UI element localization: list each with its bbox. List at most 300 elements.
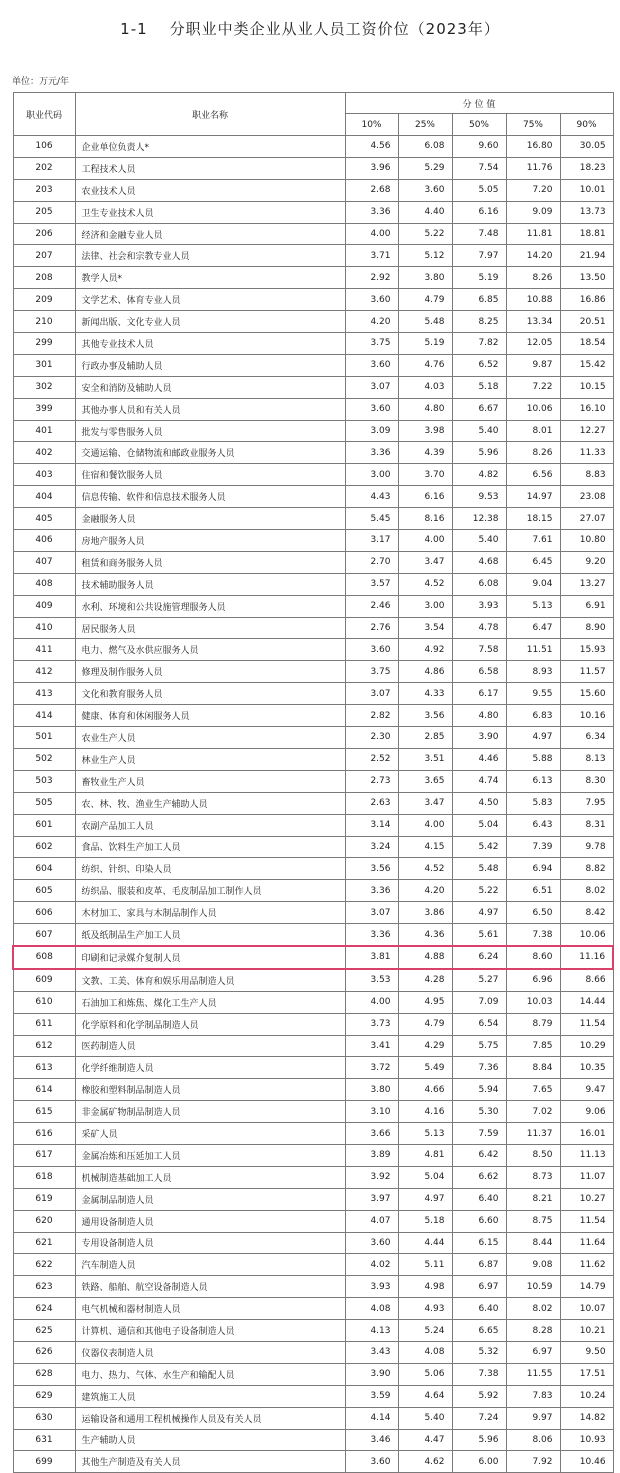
cell-name: 修理及制作服务人员 — [75, 661, 345, 683]
cell-p50: 6.60 — [452, 1210, 506, 1232]
cell-p10: 3.71 — [345, 245, 398, 267]
cell-p25: 5.49 — [398, 1057, 452, 1079]
cell-p25: 3.54 — [398, 617, 452, 639]
cell-code: 207 — [13, 245, 75, 267]
cell-p75: 11.37 — [506, 1123, 560, 1145]
cell-p10: 2.70 — [345, 551, 398, 573]
cell-name: 工程技术人员 — [75, 157, 345, 179]
cell-p10: 2.92 — [345, 267, 398, 289]
cell-p50: 4.82 — [452, 464, 506, 486]
cell-p10: 3.14 — [345, 814, 398, 836]
cell-p75: 8.73 — [506, 1166, 560, 1188]
cell-p75: 4.97 — [506, 727, 560, 749]
cell-p10: 2.30 — [345, 727, 398, 749]
cell-p10: 3.60 — [345, 1232, 398, 1254]
cell-p25: 4.92 — [398, 639, 452, 661]
table-row — [13, 991, 613, 1013]
cell-name: 电气机械和器材制造人员 — [75, 1298, 345, 1320]
cell-p50: 4.80 — [452, 705, 506, 727]
cell-p25: 4.03 — [398, 376, 452, 398]
cell-p10: 3.90 — [345, 1363, 398, 1385]
cell-code: 616 — [13, 1123, 75, 1145]
cell-code: 615 — [13, 1101, 75, 1123]
cell-p90: 21.94 — [560, 245, 613, 267]
cell-p25: 4.52 — [398, 858, 452, 880]
cell-p10: 3.60 — [345, 289, 398, 311]
cell-p25: 4.15 — [398, 836, 452, 858]
table-row — [13, 245, 613, 267]
table-row — [13, 508, 613, 530]
cell-p10: 4.14 — [345, 1407, 398, 1429]
cell-p90: 18.54 — [560, 333, 613, 355]
cell-p25: 4.93 — [398, 1298, 452, 1320]
cell-code: 601 — [13, 814, 75, 836]
cell-name: 食品、饮料生产加工人员 — [75, 836, 345, 858]
cell-p75: 13.34 — [506, 311, 560, 333]
cell-code: 413 — [13, 683, 75, 705]
cell-p25: 4.76 — [398, 354, 452, 376]
cell-p90: 10.35 — [560, 1057, 613, 1079]
table-row — [13, 924, 613, 946]
cell-p90: 8.83 — [560, 464, 613, 486]
cell-p90: 11.13 — [560, 1144, 613, 1166]
cell-p90: 10.16 — [560, 705, 613, 727]
cell-name: 交通运输、仓储物流和邮政业服务人员 — [75, 442, 345, 464]
cell-p90: 15.42 — [560, 354, 613, 376]
cell-p75: 6.45 — [506, 551, 560, 573]
cell-p90: 8.02 — [560, 880, 613, 902]
cell-name: 农业生产人员 — [75, 727, 345, 749]
cell-p25: 8.16 — [398, 508, 452, 530]
cell-p25: 3.47 — [398, 792, 452, 814]
cell-code: 411 — [13, 639, 75, 661]
cell-p50: 6.65 — [452, 1320, 506, 1342]
cell-p50: 4.68 — [452, 551, 506, 573]
cell-p10: 3.43 — [345, 1341, 398, 1363]
cell-p75: 7.83 — [506, 1385, 560, 1407]
cell-p75: 6.97 — [506, 1341, 560, 1363]
cell-code: 620 — [13, 1210, 75, 1232]
cell-p90: 11.16 — [560, 946, 613, 969]
cell-p75: 9.97 — [506, 1407, 560, 1429]
cell-name: 非金属矿物制品制造人员 — [75, 1101, 345, 1123]
cell-p75: 9.55 — [506, 683, 560, 705]
cell-p75: 8.06 — [506, 1429, 560, 1451]
cell-name: 纺织、针织、印染人员 — [75, 858, 345, 880]
cell-p50: 7.36 — [452, 1057, 506, 1079]
cell-p75: 12.05 — [506, 333, 560, 355]
cell-p10: 3.53 — [345, 969, 398, 991]
cell-p50: 5.19 — [452, 267, 506, 289]
cell-p90: 20.51 — [560, 311, 613, 333]
cell-p75: 8.44 — [506, 1232, 560, 1254]
cell-code: 610 — [13, 991, 75, 1013]
header-percentile-group: 分 位 值 — [345, 93, 613, 114]
table-row — [13, 814, 613, 836]
table-row — [13, 311, 613, 333]
cell-code: 602 — [13, 836, 75, 858]
cell-p10: 3.07 — [345, 376, 398, 398]
table-row — [13, 486, 613, 508]
cell-p25: 5.19 — [398, 333, 452, 355]
cell-p25: 3.98 — [398, 420, 452, 442]
cell-p25: 4.64 — [398, 1385, 452, 1407]
table-row — [13, 1035, 613, 1057]
cell-p75: 6.94 — [506, 858, 560, 880]
cell-name: 教学人员* — [75, 267, 345, 289]
cell-p25: 5.11 — [398, 1254, 452, 1276]
table-row — [13, 902, 613, 924]
cell-p10: 3.80 — [345, 1079, 398, 1101]
cell-p50: 4.97 — [452, 902, 506, 924]
cell-p25: 4.66 — [398, 1079, 452, 1101]
cell-p75: 8.26 — [506, 267, 560, 289]
cell-code: 608 — [13, 946, 75, 969]
cell-p50: 5.04 — [452, 814, 506, 836]
cell-name: 新闻出版、文化专业人员 — [75, 311, 345, 333]
cell-name: 仪器仪表制造人员 — [75, 1341, 345, 1363]
cell-p90: 14.82 — [560, 1407, 613, 1429]
cell-p75: 11.51 — [506, 639, 560, 661]
cell-p90: 7.95 — [560, 792, 613, 814]
cell-p50: 6.87 — [452, 1254, 506, 1276]
table-row — [13, 1232, 613, 1254]
cell-p50: 6.52 — [452, 354, 506, 376]
cell-p50: 5.48 — [452, 858, 506, 880]
cell-p90: 14.79 — [560, 1276, 613, 1298]
table-row — [13, 1451, 613, 1473]
cell-p25: 5.48 — [398, 311, 452, 333]
header-p50: 50% — [452, 114, 506, 136]
cell-p90: 10.46 — [560, 1451, 613, 1473]
table-row — [13, 748, 613, 770]
cell-code: 617 — [13, 1144, 75, 1166]
cell-name: 企业单位负责人* — [75, 136, 345, 158]
cell-p10: 3.75 — [345, 333, 398, 355]
cell-p75: 6.51 — [506, 880, 560, 902]
cell-p90: 13.27 — [560, 573, 613, 595]
cell-p75: 8.60 — [506, 946, 560, 969]
cell-p75: 7.20 — [506, 179, 560, 201]
cell-code: 301 — [13, 354, 75, 376]
cell-p50: 5.27 — [452, 969, 506, 991]
cell-p10: 3.60 — [345, 639, 398, 661]
cell-p25: 4.52 — [398, 573, 452, 595]
cell-p10: 4.20 — [345, 311, 398, 333]
cell-name: 信息传输、软件和信息技术服务人员 — [75, 486, 345, 508]
cell-p25: 4.95 — [398, 991, 452, 1013]
cell-name: 电力、燃气及水供应服务人员 — [75, 639, 345, 661]
cell-p50: 7.09 — [452, 991, 506, 1013]
cell-p10: 3.81 — [345, 946, 398, 969]
cell-p10: 2.52 — [345, 748, 398, 770]
cell-code: 501 — [13, 727, 75, 749]
cell-p75: 8.26 — [506, 442, 560, 464]
cell-p50: 5.22 — [452, 880, 506, 902]
cell-p25: 6.08 — [398, 136, 452, 158]
cell-p50: 6.15 — [452, 1232, 506, 1254]
cell-p75: 9.08 — [506, 1254, 560, 1276]
cell-p50: 4.78 — [452, 617, 506, 639]
cell-p50: 6.67 — [452, 398, 506, 420]
cell-p50: 12.38 — [452, 508, 506, 530]
cell-p50: 6.85 — [452, 289, 506, 311]
header-p90: 90% — [560, 114, 613, 136]
cell-p25: 4.33 — [398, 683, 452, 705]
cell-code: 618 — [13, 1166, 75, 1188]
cell-p90: 10.01 — [560, 179, 613, 201]
cell-p10: 3.41 — [345, 1035, 398, 1057]
cell-p75: 6.83 — [506, 705, 560, 727]
cell-code: 630 — [13, 1407, 75, 1429]
table-row — [13, 1079, 613, 1101]
cell-name: 行政办事及辅助人员 — [75, 354, 345, 376]
cell-p50: 6.40 — [452, 1298, 506, 1320]
cell-p90: 10.15 — [560, 376, 613, 398]
cell-p25: 5.06 — [398, 1363, 452, 1385]
header-code: 职业代码 — [13, 93, 75, 136]
cell-p50: 9.53 — [452, 486, 506, 508]
table-row — [13, 223, 613, 245]
table-row — [13, 1341, 613, 1363]
cell-p50: 6.17 — [452, 683, 506, 705]
table-row — [13, 573, 613, 595]
cell-p90: 17.51 — [560, 1363, 613, 1385]
cell-p50: 6.40 — [452, 1188, 506, 1210]
cell-p90: 10.24 — [560, 1385, 613, 1407]
cell-p25: 5.29 — [398, 157, 452, 179]
cell-name: 纸及纸制品生产加工人员 — [75, 924, 345, 946]
cell-p90: 10.80 — [560, 530, 613, 552]
cell-name: 印刷和记录媒介复制人员 — [75, 946, 345, 969]
cell-p90: 10.21 — [560, 1320, 613, 1342]
cell-p25: 3.51 — [398, 748, 452, 770]
cell-p90: 12.27 — [560, 420, 613, 442]
cell-p75: 7.39 — [506, 836, 560, 858]
cell-p25: 4.44 — [398, 1232, 452, 1254]
cell-p90: 18.23 — [560, 157, 613, 179]
table-row — [13, 1385, 613, 1407]
cell-p75: 6.47 — [506, 617, 560, 639]
cell-p25: 5.24 — [398, 1320, 452, 1342]
cell-p75: 9.87 — [506, 354, 560, 376]
cell-p75: 6.96 — [506, 969, 560, 991]
cell-p75: 7.92 — [506, 1451, 560, 1473]
cell-name: 木材加工、家具与木制品制作人员 — [75, 902, 345, 924]
cell-p10: 3.46 — [345, 1429, 398, 1451]
cell-p50: 5.42 — [452, 836, 506, 858]
table-row — [13, 880, 613, 902]
cell-p10: 3.36 — [345, 442, 398, 464]
cell-p10: 3.56 — [345, 858, 398, 880]
cell-p50: 7.58 — [452, 639, 506, 661]
cell-p75: 8.28 — [506, 1320, 560, 1342]
cell-p90: 9.47 — [560, 1079, 613, 1101]
cell-p90: 27.07 — [560, 508, 613, 530]
cell-p50: 7.54 — [452, 157, 506, 179]
cell-p10: 3.09 — [345, 420, 398, 442]
cell-p10: 3.72 — [345, 1057, 398, 1079]
cell-name: 农业技术人员 — [75, 179, 345, 201]
table-row — [13, 420, 613, 442]
cell-code: 407 — [13, 551, 75, 573]
cell-p25: 4.39 — [398, 442, 452, 464]
cell-p50: 7.59 — [452, 1123, 506, 1145]
cell-p50: 6.62 — [452, 1166, 506, 1188]
cell-p75: 7.22 — [506, 376, 560, 398]
cell-name: 铁路、船舶、航空设备制造人员 — [75, 1276, 345, 1298]
cell-code: 625 — [13, 1320, 75, 1342]
cell-p10: 2.76 — [345, 617, 398, 639]
cell-code: 106 — [13, 136, 75, 158]
cell-p10: 3.73 — [345, 1013, 398, 1035]
cell-name: 文化和教育服务人员 — [75, 683, 345, 705]
cell-p10: 3.60 — [345, 1451, 398, 1473]
cell-p75: 7.02 — [506, 1101, 560, 1123]
cell-name: 建筑施工人员 — [75, 1385, 345, 1407]
cell-p50: 5.96 — [452, 442, 506, 464]
cell-p25: 4.08 — [398, 1341, 452, 1363]
cell-p10: 5.45 — [345, 508, 398, 530]
cell-p75: 8.79 — [506, 1013, 560, 1035]
cell-code: 605 — [13, 880, 75, 902]
table-row — [13, 705, 613, 727]
cell-code: 302 — [13, 376, 75, 398]
cell-p90: 11.62 — [560, 1254, 613, 1276]
cell-name: 农、林、牧、渔业生产辅助人员 — [75, 792, 345, 814]
cell-p10: 3.66 — [345, 1123, 398, 1145]
cell-p90: 10.07 — [560, 1298, 613, 1320]
cell-p90: 9.06 — [560, 1101, 613, 1123]
cell-p75: 11.55 — [506, 1363, 560, 1385]
cell-code: 409 — [13, 595, 75, 617]
cell-p75: 14.97 — [506, 486, 560, 508]
cell-p75: 6.56 — [506, 464, 560, 486]
cell-code: 624 — [13, 1298, 75, 1320]
cell-p50: 5.94 — [452, 1079, 506, 1101]
cell-p90: 23.08 — [560, 486, 613, 508]
cell-code: 205 — [13, 201, 75, 223]
cell-p90: 8.13 — [560, 748, 613, 770]
cell-p25: 4.97 — [398, 1188, 452, 1210]
cell-p10: 3.07 — [345, 683, 398, 705]
cell-p25: 4.47 — [398, 1429, 452, 1451]
cell-p75: 14.20 — [506, 245, 560, 267]
cell-p50: 6.08 — [452, 573, 506, 595]
table-row — [13, 1276, 613, 1298]
cell-p75: 7.85 — [506, 1035, 560, 1057]
cell-p75: 10.59 — [506, 1276, 560, 1298]
cell-code: 631 — [13, 1429, 75, 1451]
cell-p10: 4.07 — [345, 1210, 398, 1232]
cell-p90: 9.78 — [560, 836, 613, 858]
cell-p90: 6.34 — [560, 727, 613, 749]
cell-p90: 18.81 — [560, 223, 613, 245]
table-row — [13, 1254, 613, 1276]
cell-p25: 4.20 — [398, 880, 452, 902]
cell-p75: 9.04 — [506, 573, 560, 595]
cell-code: 622 — [13, 1254, 75, 1276]
cell-name: 文学艺术、体育专业人员 — [75, 289, 345, 311]
table-row — [13, 1320, 613, 1342]
cell-p25: 5.18 — [398, 1210, 452, 1232]
cell-p25: 3.00 — [398, 595, 452, 617]
cell-p10: 3.97 — [345, 1188, 398, 1210]
table-row — [13, 639, 613, 661]
header-p25: 25% — [398, 114, 452, 136]
cell-code: 202 — [13, 157, 75, 179]
cell-name: 生产辅助人员 — [75, 1429, 345, 1451]
table-row — [13, 530, 613, 552]
cell-p75: 8.93 — [506, 661, 560, 683]
cell-name: 计算机、通信和其他电子设备制造人员 — [75, 1320, 345, 1342]
cell-code: 604 — [13, 858, 75, 880]
cell-p25: 4.28 — [398, 969, 452, 991]
table-row — [13, 1429, 613, 1451]
table-row — [13, 551, 613, 573]
cell-p75: 5.88 — [506, 748, 560, 770]
cell-p10: 2.63 — [345, 792, 398, 814]
wage-table — [12, 92, 614, 1473]
cell-p90: 11.57 — [560, 661, 613, 683]
table-row — [13, 1166, 613, 1188]
cell-name: 住宿和餐饮服务人员 — [75, 464, 345, 486]
cell-p10: 3.17 — [345, 530, 398, 552]
cell-name: 其他专业技术人员 — [75, 333, 345, 355]
cell-name: 运输设备和通用工程机械操作人员及有关人员 — [75, 1407, 345, 1429]
cell-p90: 10.06 — [560, 924, 613, 946]
cell-name: 房地产服务人员 — [75, 530, 345, 552]
cell-p10: 3.57 — [345, 573, 398, 595]
table-row — [13, 1101, 613, 1123]
table-body — [13, 136, 613, 1473]
cell-p25: 4.98 — [398, 1276, 452, 1298]
table-row — [13, 617, 613, 639]
cell-code: 208 — [13, 267, 75, 289]
cell-p10: 3.36 — [345, 880, 398, 902]
table-row — [13, 1144, 613, 1166]
cell-code: 629 — [13, 1385, 75, 1407]
table-row — [13, 792, 613, 814]
cell-p50: 5.18 — [452, 376, 506, 398]
cell-p25: 5.40 — [398, 1407, 452, 1429]
cell-p25: 4.88 — [398, 946, 452, 969]
cell-code: 699 — [13, 1451, 75, 1473]
cell-p90: 9.50 — [560, 1341, 613, 1363]
table-row — [13, 727, 613, 749]
cell-name: 石油加工和炼焦、煤化工生产人员 — [75, 991, 345, 1013]
cell-p90: 8.90 — [560, 617, 613, 639]
cell-p90: 8.31 — [560, 814, 613, 836]
cell-p90: 30.05 — [560, 136, 613, 158]
cell-p50: 4.46 — [452, 748, 506, 770]
cell-name: 健康、体育和休闲服务人员 — [75, 705, 345, 727]
cell-p75: 16.80 — [506, 136, 560, 158]
cell-p50: 5.40 — [452, 530, 506, 552]
cell-p50: 6.24 — [452, 946, 506, 969]
cell-p75: 5.13 — [506, 595, 560, 617]
cell-code: 399 — [13, 398, 75, 420]
cell-name: 采矿人员 — [75, 1123, 345, 1145]
cell-p50: 6.42 — [452, 1144, 506, 1166]
cell-p50: 4.74 — [452, 770, 506, 792]
table-row — [13, 442, 613, 464]
cell-p25: 4.80 — [398, 398, 452, 420]
table-row — [13, 136, 613, 158]
cell-p75: 10.03 — [506, 991, 560, 1013]
cell-name: 专用设备制造人员 — [75, 1232, 345, 1254]
cell-code: 403 — [13, 464, 75, 486]
